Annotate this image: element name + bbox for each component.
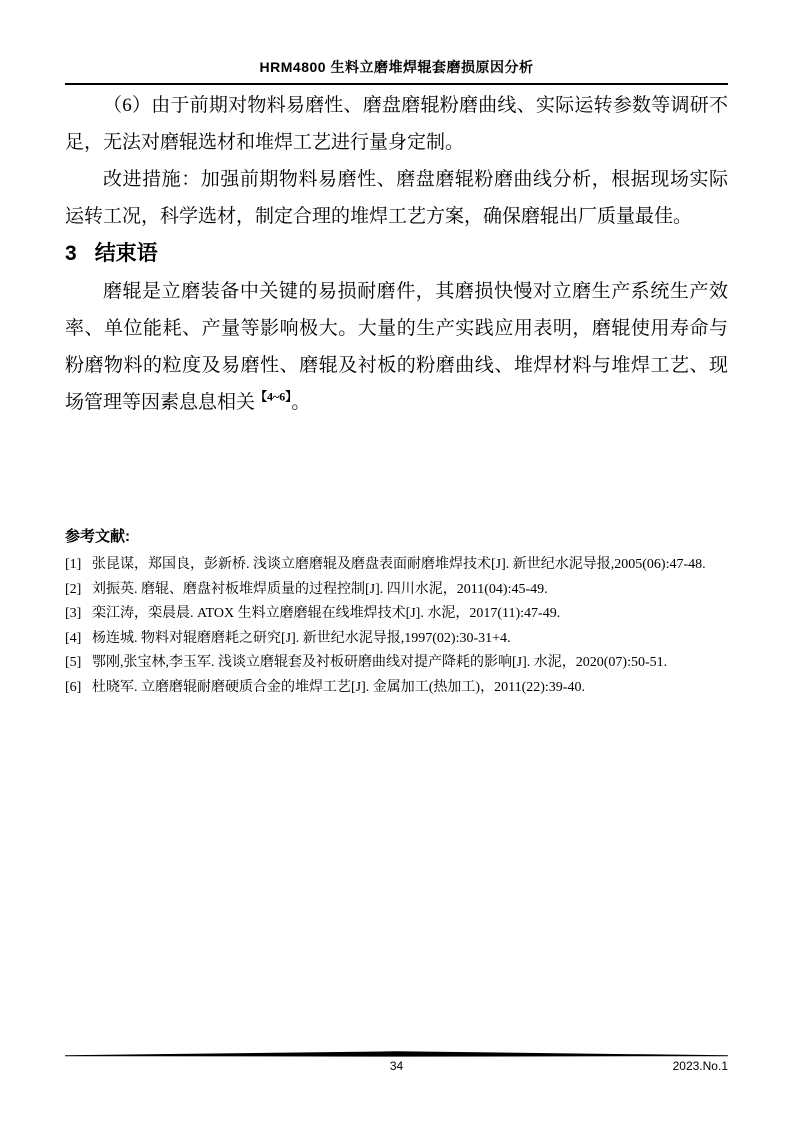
reference-text: 杜晓军. 立磨磨辊耐磨硬质合金的堆焊工艺[J]. 金属加工(热加工)，2011(22):39-40. <box>92 679 585 695</box>
page-footer <box>65 1051 728 1074</box>
reference-label: [3] <box>65 606 82 621</box>
paragraph-improvement-measures: 改进措施：加强前期物料易磨性、磨盘磨辊粉磨曲线分析，根据现场实际运转工况，科学选材，制定合理的堆焊工艺方案，确保磨辊出厂质量最佳。 <box>65 169 728 227</box>
references-heading: 参考文献: <box>65 528 130 545</box>
reference-item <box>65 602 728 627</box>
reference-label: [5] <box>65 655 82 670</box>
reference-label: [4] <box>65 630 82 646</box>
references-section <box>65 525 728 700</box>
page-header <box>65 0 728 85</box>
reference-item <box>65 676 728 701</box>
reference-text: 刘振英. 磨辊、磨盘衬板堆焊质量的过程控制[J]. 四川水泥，2011(04):45-49. <box>92 581 548 597</box>
reference-item <box>65 578 728 603</box>
conclusion-text: 磨辊是立磨装备中关键的易损耐磨件，其磨损快慢对立磨生产系统生产效率、单位能耗、产量等影响极大。大量的生产实践应用表明，磨辊使用寿命与粉磨物料的粒度及易磨性、磨辊及衬板的粉磨曲线、堆焊材料与堆焊工艺、现场管理等因素息息相关 <box>65 281 728 413</box>
section-number: 3 <box>65 242 77 265</box>
page-number: 34 <box>389 1059 404 1073</box>
reference-label: [2] <box>65 581 82 597</box>
reference-text: 栾江涛，栾晨晨. ATOX 生料立磨磨辊在线堆焊技术[J]. 水泥，2017(11):47-49. <box>92 606 561 621</box>
running-head-title: HRM4800 生料立磨堆焊辊套磨损原因分析 <box>259 59 534 75</box>
reference-item <box>65 651 728 676</box>
conclusion-period: 。 <box>291 392 311 413</box>
header-rule <box>65 83 728 85</box>
footer-tapered-rule <box>65 1051 728 1057</box>
reference-text: 张昆谋，郑国良，彭新桥. 浅谈立磨磨辊及磨盘表面耐磨堆焊技术[J]. 新世纪水泥导报,2005(06):47-48. <box>92 557 706 572</box>
section-heading-conclusion <box>65 239 728 269</box>
citation-superscript: 【4~6】 <box>255 389 292 404</box>
paragraph-point-6: （6）由于前期对物料易磨性、磨盘磨辊粉磨曲线、实际运转参数等调研不足，无法对磨辊选材和堆焊工艺进行量身定制。 <box>65 95 728 153</box>
reference-label: [6] <box>65 679 82 695</box>
reference-text: 杨连城. 物料对辊磨磨耗之研究[J]. 新世纪水泥导报,1997(02):30-31+4. <box>92 630 511 646</box>
reference-item <box>65 553 728 578</box>
journal-issue: 2023.No.1 <box>672 1059 728 1073</box>
reference-text: 鄂刚,张宝林,李玉军. 浅谈立磨辊套及衬板研磨曲线对提产降耗的影响[J]. 水泥，2020(07):50-51. <box>92 655 668 670</box>
paragraph-conclusion <box>65 273 728 421</box>
reference-label: [1] <box>65 557 82 572</box>
section-title: 结束语 <box>94 242 158 265</box>
reference-item <box>65 627 728 652</box>
